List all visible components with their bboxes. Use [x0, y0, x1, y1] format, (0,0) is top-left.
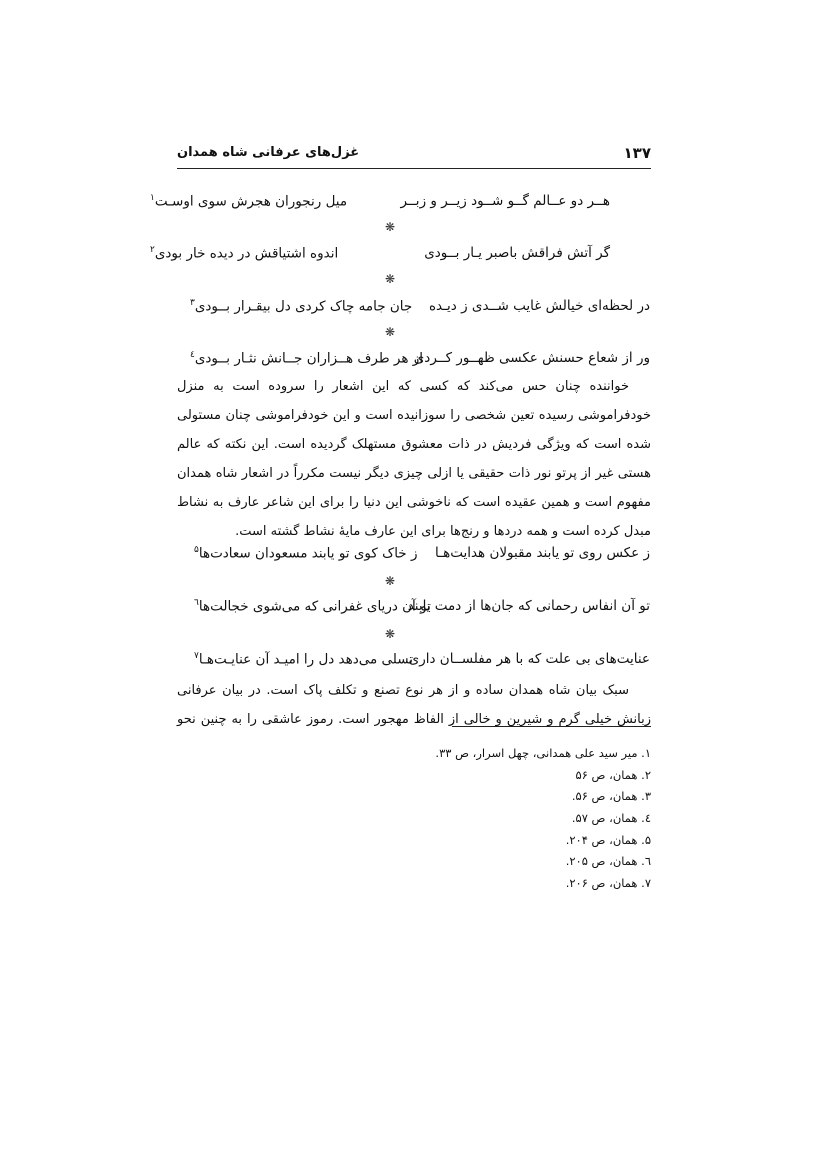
footnote-marker: ۱	[150, 193, 155, 203]
body-paragraph: خواننده چنان حس می‌کند که کسی که این اشعار را سروده است به منزل خودفراموشی رسیده تعین شخصی را سوزانیده است و این خودفراموشی چنان مستولی شده است که ویژگی فردیش در ذات معشوق مستهلک گردیده است. این نکته که عالم هستی غیر از پرتو نور ذات حقیقی یا ازلی چیزی دیگر نیست مکرراً در اشعار شاه همدان مفهوم است و همین عقیده است که ناخوشی این دنیا را برای این شاعر عارف به نشاط مبدل کرده است و همه دردها و رنج‌ها برای این عارف مایهٔ نشاط گشته است.	[177, 379, 651, 539]
verse-hemistich-second: تو آن دریای غفرانی که می‌شوی خجالت‌ها$^٦$	[194, 598, 431, 615]
footnote-marker: ۷	[194, 651, 199, 661]
footnote: ۷. همان، ص ۲۰۶.	[565, 876, 651, 891]
page-number: ۱۳۷	[623, 144, 651, 162]
verse-separator: ❋	[384, 272, 396, 286]
verse-line	[150, 193, 610, 219]
verse-hemistich-first: ور از شعاع حسنش عکسی ظهــور کــردی	[413, 350, 650, 366]
verse-hemistich-first: در لحظه‌ای خیالش غایب شــدی ز دیـده	[428, 298, 650, 314]
body-paragraph: سبک بیان شاه همدان ساده و از هر نوع تصنع و تکلف پاک است. در بیان عرفانی زبانش خیلی گرم و شیرین و خالی از الفاظ مهجور است. رموز عاشقی را به چنین نحو	[177, 683, 651, 727]
running-title: غزل‌های عرفانی شاه همدان	[177, 145, 360, 160]
verse-line	[190, 298, 650, 324]
footnote: ۱. میر سید علی همدانی، چهل اسرار، ص ۳۳.	[435, 746, 651, 760]
verse-line	[150, 245, 610, 271]
footnote-marker: ۵	[194, 545, 199, 555]
footnote-divider	[452, 726, 651, 727]
footnote: ۲. همان، ص ۵۶	[575, 767, 651, 782]
verse-hemistich-second: از هر طرف هــزاران جــانش نثـار بــودی$^٤$	[190, 350, 424, 367]
verse-hemistich-second: تسلی می‌دهد دل را امیـد آن عنایـت‌هـا$^۷$	[194, 651, 414, 668]
verse-line	[194, 545, 650, 571]
verse-hemistich-second: میل رنجوران هجرش سوی اوسـت$^۱$	[150, 193, 348, 210]
verse-hemistich-first: عنایت‌های بی علت که با هر مفلســان داری	[408, 651, 650, 667]
footnote: ٤. همان، ص ۵۷.	[571, 811, 651, 826]
verse-hemistich-first: گر آتش فراقش باصبر یـار بــودی	[424, 245, 610, 261]
verse-separator: ❋	[384, 220, 396, 234]
verse-separator: ❋	[384, 627, 396, 641]
verse-hemistich-second: ز خاک کوی تو یابند مسعودان سعادت‌ها$^۵$	[194, 545, 418, 562]
page-header	[177, 140, 651, 169]
footnote-marker: ۳	[190, 298, 195, 308]
verse-separator: ❋	[384, 574, 396, 588]
verse-line	[194, 651, 650, 677]
footnote: ٦. همان، ص ۲۰۵.	[565, 854, 651, 869]
footnote: ۳. همان، ص ۵۶.	[571, 789, 651, 804]
footnote-marker: ۲	[150, 245, 155, 255]
footnotes	[351, 743, 651, 895]
footnote: ۵. همان، ص ۲۰۴.	[565, 832, 651, 847]
footnote-marker: ٦	[194, 598, 199, 608]
footnote-marker: ٤	[190, 350, 195, 360]
verse-line	[194, 598, 650, 624]
verse-hemistich-first: تو آن انفاس رحمانی که جان‌ها از دمت یابند	[407, 598, 650, 614]
verse-separator: ❋	[384, 325, 396, 339]
verse-hemistich-second: اندوه اشتیاقش در دیده خار بودی$^۲$	[150, 245, 339, 262]
verse-hemistich-second: جان جامه چاک کردی دل بیقـرار بــودی$^۳$	[190, 298, 413, 315]
verse-hemistich-first: هــر دو عــالم گــو شــود زیــر و زبــر	[400, 193, 610, 209]
verse-hemistich-first: ز عکس روی تو یابند مقبولان هدایت‌هـا	[435, 545, 650, 561]
